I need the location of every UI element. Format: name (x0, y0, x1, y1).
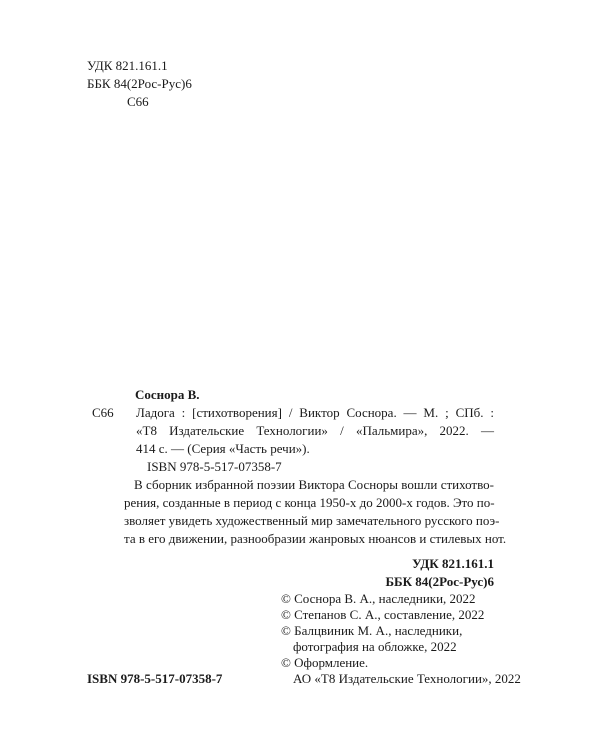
copyright-line-6: АО «Т8 Издательские Технологии», 2022 (293, 671, 521, 686)
copyright-line-4: фотография на обложке, 2022 (293, 639, 457, 654)
copyright-line-5: © Оформление. (281, 655, 369, 670)
footer-isbn: ISBN 978-5-517-07358-7 (87, 671, 223, 686)
author-code: С66 (92, 405, 114, 420)
annotation-line-2: рения, созданные в период с конца 1950-х до 2000-х годов. Это по- (124, 495, 495, 510)
annotation-line-3: зволяет увидеть художественный мир замечательного русского поэ- (124, 513, 500, 528)
annotation-line-1: В сборник избранной поэзии Виктора Сосноры вошли стихотво- (134, 477, 494, 492)
annotation-line-4: та в его движении, разнообразии жанровых нюансов и стилевых нот. (124, 531, 507, 546)
copyright-line-2: © Степанов С. А., составление, 2022 (281, 607, 485, 622)
bbk-classification: ББК 84(2Рос-Рус)6 (385, 574, 494, 589)
udk-classification: УДК 821.161.1 (412, 556, 494, 571)
record-line-1: Ладога : [стихотворения] / Виктор Соснора. — М. ; СПб. : (136, 405, 494, 420)
copyright-line-3: © Балцвиник М. А., наследники, (281, 623, 463, 638)
record-isbn: ISBN 978-5-517-07358-7 (147, 459, 282, 474)
copyright-line-1: © Соснора В. А., наследники, 2022 (281, 591, 476, 606)
udk-header: УДК 821.161.1 (87, 58, 168, 73)
record-line-2: «Т8 Издательские Технологии» / «Пальмира», 2022. — (136, 423, 494, 438)
bbk-header: ББК 84(2Рос-Рус)6 (87, 76, 192, 91)
record-line-3: 414 с. — (Серия «Часть речи»). (136, 441, 310, 456)
author-name: Соснора В. (135, 387, 200, 402)
author-code-header: С66 (127, 94, 149, 109)
